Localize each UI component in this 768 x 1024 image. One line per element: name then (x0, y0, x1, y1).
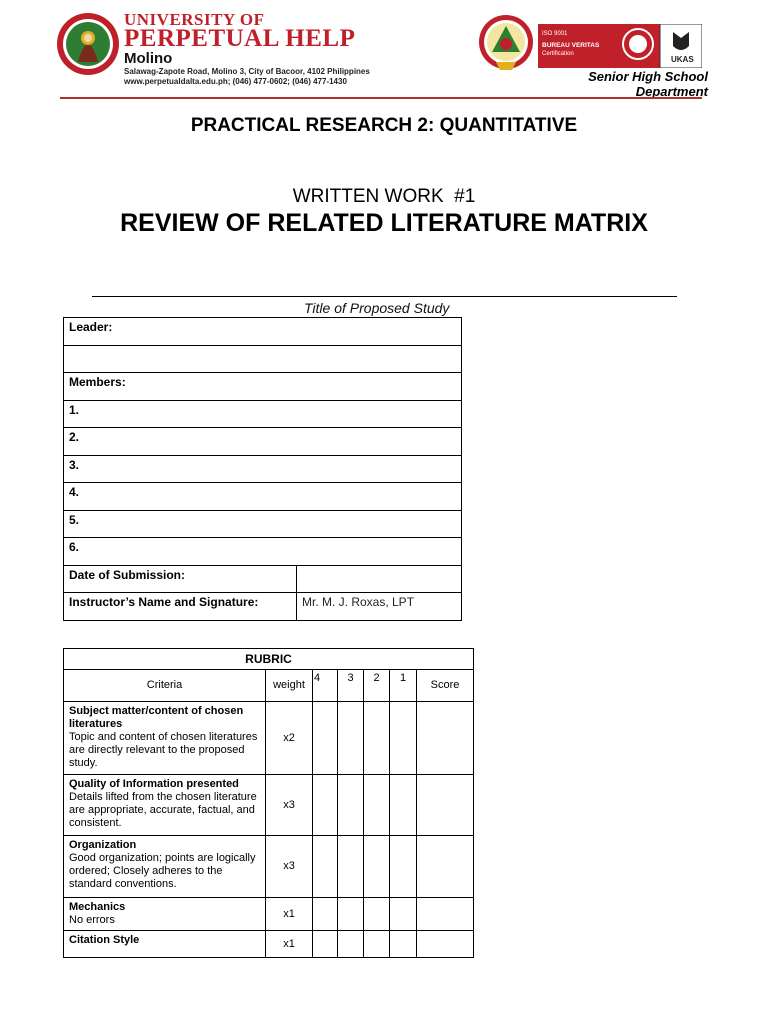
criterion-desc: Details lifted from the chosen literature are appropriate, accurate, factual, and consistent. (69, 791, 257, 829)
table-row (64, 318, 462, 346)
score-2-header: 2 (364, 670, 390, 702)
criterion-name: Subject matter/content of chosen literatures (69, 705, 244, 730)
table-row (64, 373, 462, 401)
table-row (64, 775, 474, 836)
total-score-cell[interactable] (417, 836, 474, 898)
criterion-weight: x3 (266, 775, 313, 836)
total-score-cell[interactable] (417, 775, 474, 836)
score-cell[interactable] (364, 836, 390, 898)
table-row (64, 593, 462, 621)
date-submission-label: Date of Submission: (64, 565, 297, 593)
score-cell[interactable] (338, 836, 364, 898)
weight-header: weight (266, 670, 313, 702)
score-cell[interactable] (338, 702, 364, 775)
criteria-header: Criteria (64, 670, 266, 702)
score-cell[interactable] (390, 931, 417, 958)
total-score-cell[interactable] (417, 898, 474, 931)
criterion-desc: Topic and content of chosen literatures are directly relevant to the proposed study. (69, 731, 258, 769)
score-cell[interactable] (364, 702, 390, 775)
rubric-table (63, 648, 474, 958)
total-score-cell[interactable] (417, 931, 474, 958)
score-1-header: 1 (390, 670, 417, 702)
score-cell[interactable] (390, 898, 417, 931)
score-cell[interactable] (390, 836, 417, 898)
score-cell[interactable] (313, 931, 338, 958)
criterion-cell (64, 931, 266, 958)
university-name-line2: PERPETUAL HELP (124, 25, 356, 52)
instructor-value: Mr. M. J. Roxas, LPT (297, 593, 462, 621)
score-cell[interactable] (338, 898, 364, 931)
score-4-header: 4 (313, 670, 338, 702)
cert-sub-label: Certification (542, 51, 574, 57)
criterion-weight: x1 (266, 898, 313, 931)
criterion-cell (64, 836, 266, 898)
study-title-caption: Title of Proposed Study (304, 300, 450, 316)
members-label: Members: (64, 373, 462, 401)
criterion-weight: x1 (266, 931, 313, 958)
criterion-name: Citation Style (69, 934, 140, 946)
total-score-cell[interactable] (417, 702, 474, 775)
cert-iso-label: ISO 9001 (542, 31, 568, 37)
table-row (64, 836, 474, 898)
cert-ukas-label: UKAS (671, 55, 694, 64)
date-submission-field[interactable] (297, 565, 462, 593)
score-cell[interactable] (313, 836, 338, 898)
campus-name: Molino (124, 50, 173, 67)
group-info-table (63, 317, 462, 621)
university-seal-left (56, 10, 120, 78)
score-cell[interactable] (364, 898, 390, 931)
member-2-field[interactable]: 2. (64, 428, 462, 456)
member-6-field[interactable]: 6. (64, 538, 462, 566)
score-cell[interactable] (364, 931, 390, 958)
table-row (64, 345, 462, 373)
university-name-line1: UNIVERSITY OF (124, 10, 265, 29)
study-title-line[interactable] (92, 296, 677, 297)
score-cell[interactable] (390, 702, 417, 775)
criterion-name: Mechanics (69, 901, 126, 913)
score-3-header: 3 (338, 670, 364, 702)
table-row (64, 510, 462, 538)
instructor-label: Instructor’s Name and Signature: (64, 593, 297, 621)
score-header: Score (417, 670, 474, 702)
score-cell[interactable] (313, 775, 338, 836)
university-contact: www.perpetualdalta.edu.ph; (046) 477-0602; (046) 477-1430 (124, 77, 347, 86)
table-row (64, 565, 462, 593)
table-row (64, 428, 462, 456)
matrix-title: REVIEW OF RELATED LITERATURE MATRIX (120, 209, 648, 237)
header-divider (60, 97, 702, 99)
score-cell[interactable] (390, 775, 417, 836)
criterion-weight: x2 (266, 702, 313, 775)
score-cell[interactable] (313, 702, 338, 775)
table-row (64, 702, 474, 775)
member-5-field[interactable]: 5. (64, 510, 462, 538)
score-cell[interactable] (338, 775, 364, 836)
university-address: Salawag-Zapote Road, Molino 3, City of Bacoor, 4102 Philippines (124, 67, 370, 76)
table-row (64, 455, 462, 483)
rubric-title: RUBRIC (64, 649, 474, 670)
criterion-name: Organization (69, 839, 137, 851)
university-name-block (124, 12, 370, 87)
leader-label: Leader: (64, 318, 462, 346)
table-row (64, 483, 462, 511)
member-4-field[interactable]: 4. (64, 483, 462, 511)
member-3-field[interactable]: 3. (64, 455, 462, 483)
criterion-name: Quality of Information presented (69, 778, 239, 790)
table-row (64, 898, 474, 931)
certification-logos (538, 24, 702, 68)
shs-seal-right (478, 12, 534, 74)
table-row (64, 649, 474, 670)
criterion-weight: x3 (266, 836, 313, 898)
score-cell[interactable] (313, 898, 338, 931)
score-cell[interactable] (364, 775, 390, 836)
criterion-desc: Good organization; points are logically ordered; Closely adheres to the standard conventions. (69, 852, 256, 890)
course-title: PRACTICAL RESEARCH 2: QUANTITATIVE (190, 115, 578, 136)
department-name: Senior High School Department (588, 69, 708, 99)
table-row (64, 538, 462, 566)
criterion-desc: No errors (69, 914, 115, 926)
score-cell[interactable] (338, 931, 364, 958)
table-row (64, 931, 474, 958)
criterion-cell (64, 775, 266, 836)
criterion-cell (64, 702, 266, 775)
member-1-field[interactable]: 1. (64, 400, 462, 428)
criterion-cell (64, 898, 266, 931)
table-row (64, 400, 462, 428)
cert-name-label: BUREAU VERITAS (542, 42, 600, 49)
table-row (64, 670, 474, 702)
written-work-title: WRITTEN WORK #1 (292, 186, 476, 207)
leader-field[interactable] (64, 345, 462, 373)
